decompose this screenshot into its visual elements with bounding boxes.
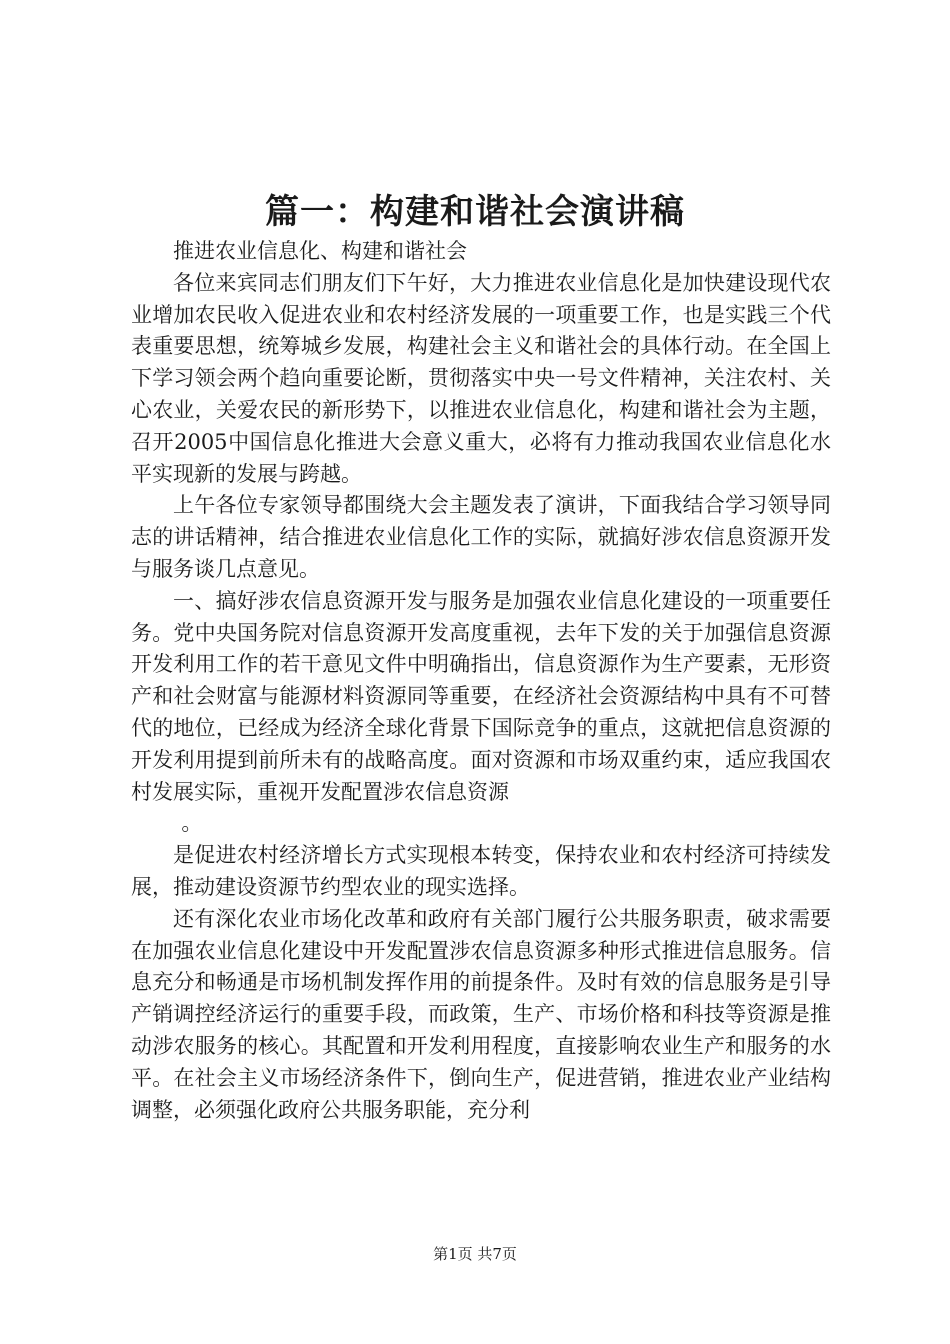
paragraph-intro: 上午各位专家领导都围绕大会主题发表了演讲，下面我结合学习领导同志的讲话精神，结合推进农业信息化工作的实际，就搞好涉农信息资源开发与服务谈几点意见。 <box>131 493 831 581</box>
paragraph-section-one: 一、搞好涉农信息资源开发与服务是加强农业信息化建设的一项重要任务。党中央国务院对信息资源开发高度重视，去年下发的关于加强信息资源开发利用工作的若干意见文件中明确指出，信息资源作为生产要素，无形资产和社会财富与能源材料资源同等重要，在经济社会资源结构中具有不可替代的地位，已经成为经济全球化背景下国际竞争的重点，这就把信息资源的开发利用提到前所未有的战略高度。面对资源和市场双重约束，适应我国农村发展实际，重视开发配置涉农信息资源 <box>131 588 831 804</box>
document-body <box>131 236 831 1126</box>
paragraph-subtitle: 推进农业信息化、构建和谐社会 <box>173 239 467 263</box>
document-title: 篇一：构建和谐社会演讲稿 <box>265 192 685 232</box>
paragraph-continuation: 是促进农村经济增长方式实现根本转变，保持农业和农村经济可持续发展，推动建设资源节约型农业的现实选择。 <box>131 843 831 899</box>
paragraph-market-reform: 还有深化农业市场化改革和政府有关部门履行公共服务职责，破求需要在加强农业信息化建设中开发配置涉农信息资源多种形式推进信息服务。信息充分和畅通是市场机制发挥作用的前提条件。及时有效的信息服务是引导产销调控经济运行的重要手段，而政策，生产、市场价格和科技等资源是推动涉农服务的核心。其配置和开发利用程度，直接影响农业生产和服务的水平。在社会主义市场经济条件下，倒向生产，促进营销，推进农业产业结构调整，必须强化政府公共服务职能，充分利 <box>131 906 831 1122</box>
page-footer: 第1页 共7页 <box>433 1245 517 1263</box>
paragraph-greeting: 各位来宾同志们朋友们下午好，大力推进农业信息化是加快建设现代农业增加农民收入促进农业和农村经济发展的一项重要工作，也是实践三个代表重要思想，统筹城乡发展，构建社会主义和谐社会的具体行动。在全国上下学习领会两个趋向重要论断，贯彻落实中央一号文件精神，关注农村、关心农业，关爱农民的新形势下，以推进农业信息化，构建和谐社会为主题，召开2005中国信息化推进大会意义重大，必将有力推动我国农业信息化水平实现新的发展与跨越。 <box>131 270 831 486</box>
paragraph-period: 。 <box>181 811 203 836</box>
